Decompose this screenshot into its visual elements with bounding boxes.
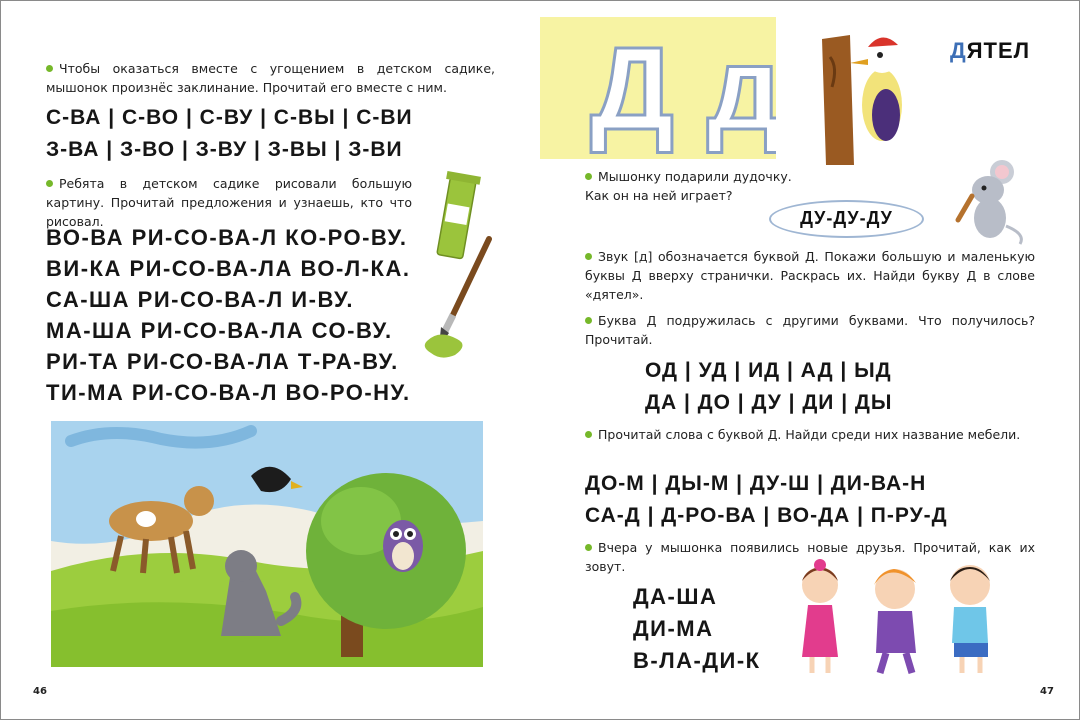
syllable-row: ОД | УД | ИД | АД | ЫД [645,359,892,382]
bullet-icon [585,173,592,180]
instruction-1: Чтобы оказаться вместе с угощением в детском садике, мышонок произнёс заклинание. Прочитай его вместе с ним. [46,61,495,95]
sentence-line: СА-ША РИ-СО-ВА-Л И-ВУ. [46,287,355,312]
syllable-row: З-ВА | З-ВО | З-ВУ | З-ВЫ | З-ВИ [46,138,403,161]
right-page [540,1,1079,719]
page-number: 46 [33,686,47,697]
letter-panel [540,17,776,159]
speech-bubble [769,200,924,238]
letters-dd-text: Д д [590,23,776,155]
syllable-row: ДА | ДО | ДУ | ДИ | ДЫ [645,391,893,414]
children-painting-illustration [51,421,483,667]
boy-blue-figure [950,565,990,673]
word-row: СА-Д | Д-РО-ВА | ВО-ДА | П-РУ-Д [585,504,948,527]
word-dyatel [950,38,1030,64]
word-row: ДО-М | ДЫ-М | ДУ-Ш | ДИ-ВА-Н [585,472,927,495]
bullet-icon [46,65,53,72]
girl-figure [802,559,838,673]
sentence-line: ВИ-КА РИ-СО-ВА-ЛА ВО-Л-КА. [46,256,411,281]
name-line: ДИ-МА [633,616,714,641]
bubble-text: ДУ-ДУ-ДУ [800,208,893,228]
name-line: В-ЛА-ДИ-К [633,648,761,673]
sentence-line: ТИ-МА РИ-СО-ВА-Л ВО-РО-НУ. [46,380,411,405]
instruction-2: Ребята в детском садике рисовали большую картину. Прочитай предложения и узнаешь, кто что рисовал. [46,176,412,229]
syllable-row: С-ВА | С-ВО | С-ВУ | С-ВЫ | С-ВИ [46,106,413,129]
three-children-illustration [790,557,1010,677]
instruction-names: Вчера у мышонка появились новые друзья. Прочитай, как их зовут. [585,540,1035,574]
instruction-friends: Буква Д подружилась с другими буквами. Что получилось? Прочитай. [585,313,1035,347]
instruction-letter-d: Звук [д] обозначается буквой Д. Покажи большую и маленькую буквы Д вверху странички. Раскрась их. Найди букву Д в слове «дятел». [585,249,1035,302]
word-first-letter: Д [950,38,967,63]
big-letter-d-illustration [540,17,776,159]
page-number: 47 [1040,686,1054,697]
bullet-icon [585,317,592,324]
boy-orange-figure [874,569,916,673]
name-line: ДА-ША [633,584,718,609]
bullet-icon [585,431,592,438]
sentence-line: ВО-ВА РИ-СО-ВА-Л КО-РО-ВУ. [46,225,408,250]
mouse-with-pipe-illustration [950,156,1030,246]
woodpecker-illustration [816,27,916,169]
owl-figure [383,520,423,572]
paint-tube-and-brush-illustration [421,169,501,369]
sentence-line: РИ-ТА РИ-СО-ВА-ЛА Т-РА-ВУ. [46,349,399,374]
word-rest: ЯТЕЛ [966,38,1031,63]
instruction-mouse: Мышонку подарили дудочку. Как он на ней играет? [585,169,792,203]
instruction-furniture: Прочитай слова с буквой Д. Найди среди них название мебели. [585,425,1035,444]
left-page [1,1,540,719]
bullet-icon [585,253,592,260]
sentence-line: МА-ША РИ-СО-ВА-ЛА СО-ВУ. [46,318,393,343]
bullet-icon [46,180,53,187]
bullet-icon [585,544,592,551]
